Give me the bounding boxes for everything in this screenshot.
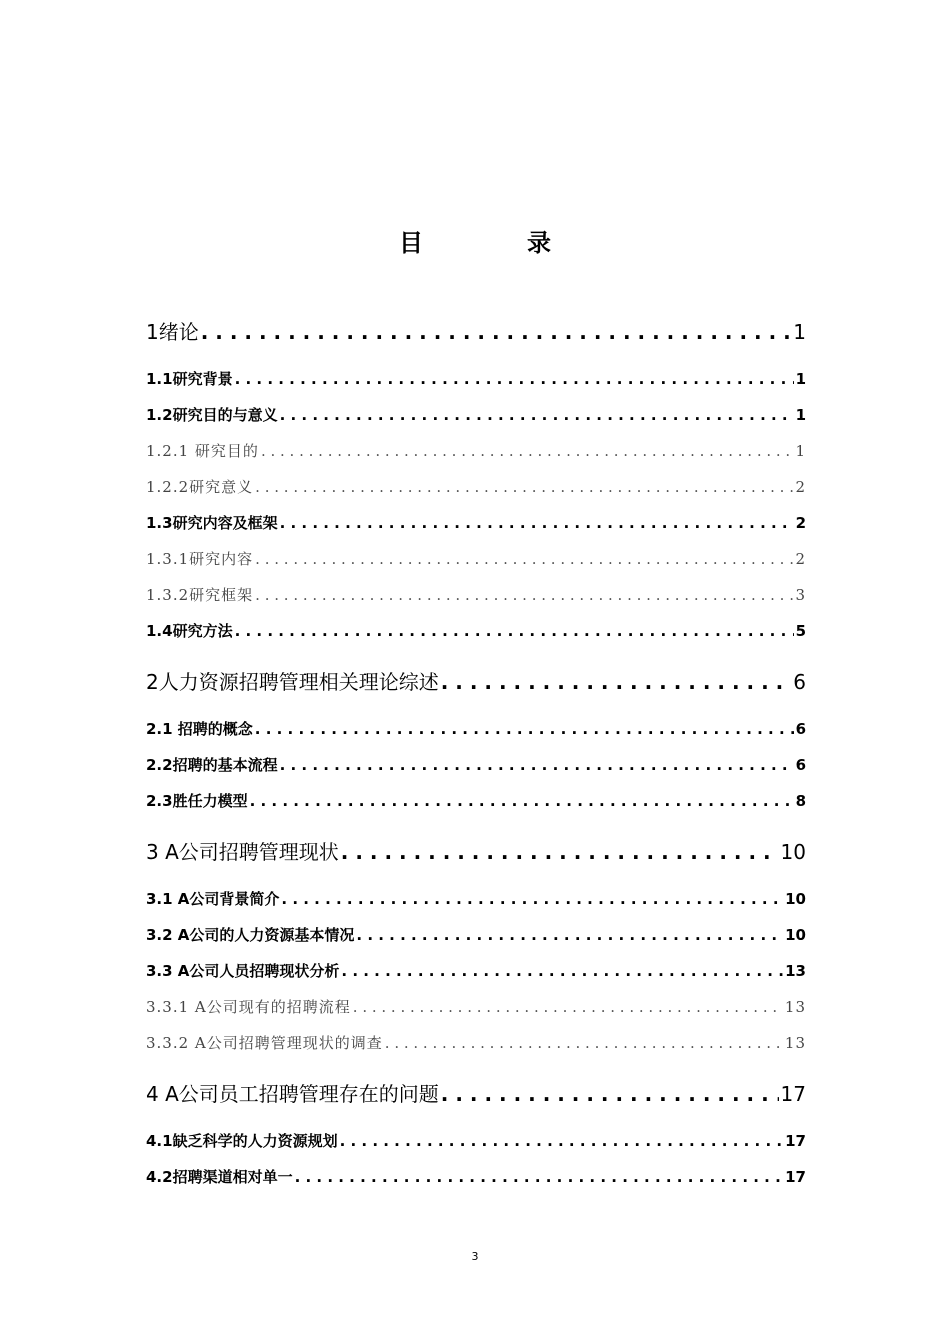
toc-entry-label: 3.3.1 A公司现有的招聘流程 bbox=[146, 998, 351, 1016]
page-number: 3 bbox=[471, 1250, 479, 1263]
toc-leader-dots bbox=[340, 1132, 784, 1150]
toc-entry[interactable] bbox=[146, 790, 806, 811]
toc-leader-dots bbox=[201, 320, 792, 344]
toc-entry-page: 10 bbox=[780, 840, 806, 864]
toc-leader-dots bbox=[261, 442, 794, 460]
toc-entry-page: 17 bbox=[785, 1132, 806, 1150]
toc-leader-dots bbox=[441, 670, 792, 694]
toc-entry-label: 3.3 A公司人员招聘现状分析 bbox=[146, 962, 340, 980]
toc-leader-dots bbox=[250, 792, 794, 810]
toc-entry-label: 4 A公司员工招聘管理存在的问题 bbox=[146, 1082, 439, 1106]
toc-entry[interactable] bbox=[146, 584, 806, 605]
toc-entry[interactable] bbox=[146, 1166, 806, 1187]
toc-entry-page: 5 bbox=[795, 622, 806, 640]
toc-entry[interactable] bbox=[146, 404, 806, 425]
toc-entry-page: 10 bbox=[785, 890, 806, 908]
toc-entry-page: 8 bbox=[795, 792, 806, 810]
page-title: 目 录 bbox=[399, 229, 591, 257]
toc-entry-page: 17 bbox=[780, 1082, 806, 1106]
toc-entry[interactable] bbox=[146, 476, 806, 497]
toc-entry[interactable] bbox=[146, 440, 806, 461]
toc-entry-label: 2.1 招聘的概念 bbox=[146, 720, 253, 738]
toc-leader-dots bbox=[255, 478, 793, 496]
toc-entry-page: 6 bbox=[793, 670, 806, 694]
toc-leader-dots bbox=[255, 550, 793, 568]
toc-leader-dots bbox=[280, 406, 794, 424]
toc-entry-label: 1.2研究目的与意义 bbox=[146, 406, 278, 424]
toc-leader-dots bbox=[281, 890, 783, 908]
toc-entry[interactable] bbox=[146, 368, 806, 389]
toc-leader-dots bbox=[441, 1082, 779, 1106]
toc-leader-dots bbox=[356, 926, 783, 944]
toc-entry-page: 1 bbox=[795, 406, 806, 424]
toc-entry-page: 13 bbox=[785, 962, 806, 980]
toc-entry[interactable] bbox=[146, 548, 806, 569]
toc-entry-label: 1.4研究方法 bbox=[146, 622, 233, 640]
toc-entry[interactable] bbox=[146, 996, 806, 1017]
toc-entry-page: 13 bbox=[784, 998, 806, 1016]
toc-entry[interactable] bbox=[146, 620, 806, 641]
toc-entry-label: 2.2招聘的基本流程 bbox=[146, 756, 278, 774]
toc-entry[interactable] bbox=[146, 754, 806, 775]
toc-entry-page: 1 bbox=[793, 320, 806, 344]
toc-leader-dots bbox=[280, 514, 794, 532]
toc-leader-dots bbox=[255, 586, 793, 604]
toc-entry[interactable] bbox=[146, 960, 806, 981]
toc-entry-label: 2人力资源招聘管理相关理论综述 bbox=[146, 670, 439, 694]
toc-entry-label: 3.3.2 A公司招聘管理现状的调查 bbox=[146, 1034, 383, 1052]
toc-entry-label: 1.1研究背景 bbox=[146, 370, 233, 388]
toc-entry-page: 1 bbox=[795, 442, 806, 460]
toc-leader-dots bbox=[235, 370, 794, 388]
toc-entry[interactable] bbox=[146, 836, 806, 865]
toc-entry-label: 1.2.2研究意义 bbox=[146, 478, 254, 496]
toc-entry[interactable] bbox=[146, 888, 806, 909]
toc-entry-page: 3 bbox=[795, 586, 806, 604]
toc-entry-label: 3 A公司招聘管理现状 bbox=[146, 840, 339, 864]
toc-entry-page: 2 bbox=[795, 550, 806, 568]
toc-entry-label: 4.1缺乏科学的人力资源规划 bbox=[146, 1132, 338, 1150]
toc-entry-page: 1 bbox=[795, 370, 806, 388]
toc-entry-label: 2.3胜任力模型 bbox=[146, 792, 248, 810]
toc-entry[interactable] bbox=[146, 718, 806, 739]
toc-entry-page: 6 bbox=[795, 756, 806, 774]
toc-leader-dots bbox=[385, 1034, 783, 1052]
toc-entry-page: 6 bbox=[795, 720, 806, 738]
toc-leader-dots bbox=[235, 622, 794, 640]
toc-entry-label: 3.2 A公司的人力资源基本情况 bbox=[146, 926, 355, 944]
toc-leader-dots bbox=[353, 998, 783, 1016]
toc-entry-label: 1.3.1研究内容 bbox=[146, 550, 254, 568]
toc-entry[interactable] bbox=[146, 316, 806, 345]
toc-leader-dots bbox=[341, 840, 779, 864]
toc-entry-label: 3.1 A公司背景简介 bbox=[146, 890, 280, 908]
toc-entry[interactable] bbox=[146, 924, 806, 945]
toc-entry-page: 17 bbox=[785, 1168, 806, 1186]
toc-entry-page: 13 bbox=[784, 1034, 806, 1052]
toc-entry-page: 2 bbox=[795, 514, 806, 532]
toc-leader-dots bbox=[280, 756, 794, 774]
toc-entry-page: 2 bbox=[795, 478, 806, 496]
toc-entry[interactable] bbox=[146, 512, 806, 533]
toc-entry[interactable] bbox=[146, 1130, 806, 1151]
toc-entry-label: 1.2.1 研究目的 bbox=[146, 442, 259, 460]
toc-leader-dots bbox=[295, 1168, 784, 1186]
toc-leader-dots bbox=[341, 962, 783, 980]
toc-entry-label: 1.3研究内容及框架 bbox=[146, 514, 278, 532]
toc-entry[interactable] bbox=[146, 1078, 806, 1107]
toc-entry-label: 4.2招聘渠道相对单一 bbox=[146, 1168, 293, 1186]
toc-entry-label: 1.3.2研究框架 bbox=[146, 586, 254, 604]
toc-entry-label: 1绪论 bbox=[146, 320, 199, 344]
toc-entry[interactable] bbox=[146, 1032, 806, 1053]
toc-entry-page: 10 bbox=[785, 926, 806, 944]
toc-entry[interactable] bbox=[146, 666, 806, 695]
toc-leader-dots bbox=[255, 720, 794, 738]
